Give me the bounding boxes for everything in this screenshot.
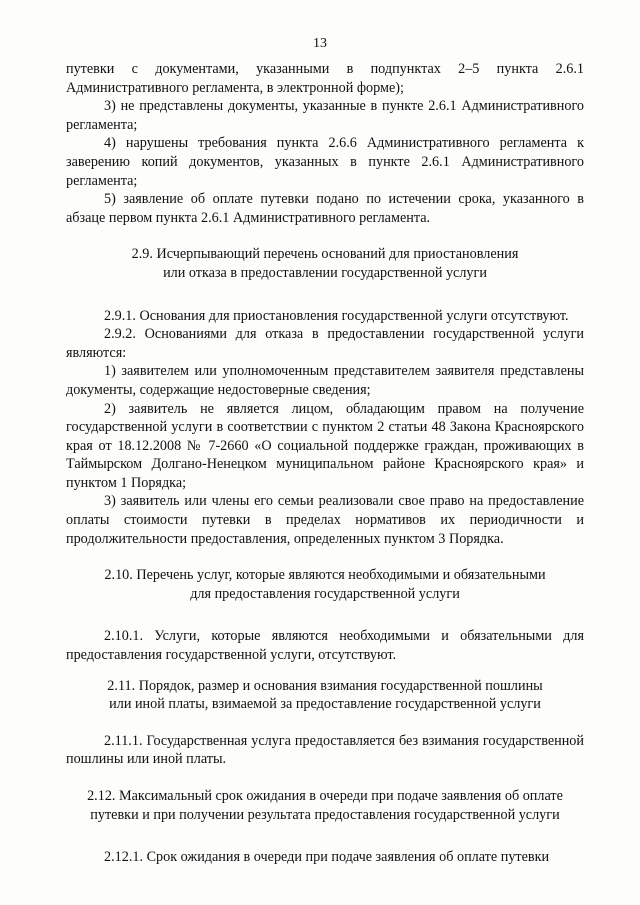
list-item-4: 4) нарушены требования пункта 2.6.6 Административного регламента к заверению копий документов, указанных в пункте 2.6.1 Административного регламента; — [66, 135, 584, 189]
list-item-5: 5) заявление об оплате путевки подано по истечении срока, указанного в абзаце первом пункта 2.6.1 Административного регламента. — [66, 191, 584, 226]
list-item-1: 1) заявителем или уполномоченным представителем заявителя представлены документы, содержащие недостоверные сведения; — [66, 363, 584, 398]
heading-line: или отказа в предоставлении государственной услуги — [163, 264, 487, 281]
document-body — [66, 60, 584, 867]
heading-line: или иной платы, взимаемой за предоставление государственной услуги — [109, 696, 541, 713]
heading-line: 2.12. Максимальный срок ожидания в очереди при подаче заявления об оплате — [87, 788, 563, 804]
paragraph-continuation: путевки с документами, указанными в подпунктах 2–5 пункта 2.6.1 Административного регламента, в электронной форме); — [66, 61, 584, 96]
section-heading-2-9 — [66, 245, 584, 282]
paragraph-2-9-1: 2.9.1. Основания для приостановления государственной услуги отсутствуют. — [104, 307, 569, 324]
list-item-3b: 3) заявитель или члены его семьи реализовали свое право на предоставление оплаты стоимости путевки в пределах нормативов их периодичности и продолжительности предоставления, определенных пунктом 3 Порядка. — [66, 493, 584, 547]
heading-line: 2.9. Исчерпывающий перечень оснований для приостановления — [131, 246, 519, 263]
paragraph-2-12-1: 2.12.1. Срок ожидания в очереди при подаче заявления об оплате путевки — [104, 849, 550, 866]
list-item-2: 2) заявитель не является лицом, обладающим правом на получение государственной услуги в соответствии с пунктом 2 статьи 48 Закона Красноярского края от 18.12.2008 № 7-2660 «О социальной поддержке граждан, проживающих в Таймырском Долгано-Ненецком муниципальном районе Красноярского края» и пунктом 1 Порядка; — [66, 400, 584, 491]
paragraph-2-9-2: 2.9.2. Основаниями для отказа в предоставлении государственной услуги являются: — [66, 326, 584, 361]
heading-line: путевки и при получении результата предоставления государственной услуги — [90, 806, 560, 823]
heading-line: 2.10. Перечень услуг, которые являются необходимыми и обязательными — [104, 567, 546, 584]
paragraph-2-11-1: 2.11.1. Государственная услуга предоставляется без взимания государственной пошлины или иной платы. — [66, 732, 584, 768]
section-heading-2-11 — [66, 677, 584, 714]
list-item-3: 3) не представлены документы, указанные в пункте 2.6.1 Административного регламента; — [66, 98, 584, 133]
section-heading-2-12 — [66, 787, 584, 824]
heading-line: для предоставления государственной услуги — [190, 585, 460, 602]
page-number: 13 — [313, 36, 327, 51]
heading-line: 2.11. Порядок, размер и основания взимания государственной пошлины — [107, 677, 543, 694]
paragraph-2-10-1: 2.10.1. Услуги, которые являются необходимыми и обязательными для предоставления государственной услуги, отсутствуют. — [66, 628, 584, 664]
section-heading-2-10 — [66, 566, 584, 603]
